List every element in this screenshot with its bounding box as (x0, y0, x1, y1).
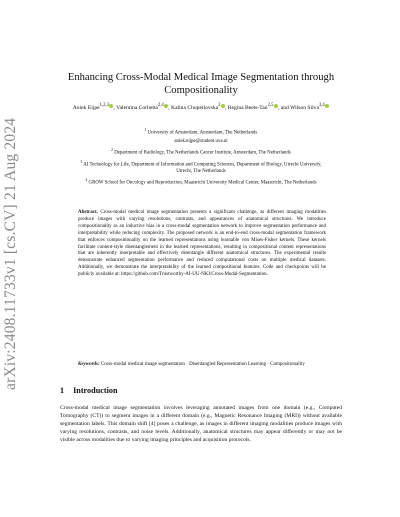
author-affiliation-marker: 2,4 (157, 103, 164, 108)
author-affiliation-marker: 3,4 (318, 103, 325, 108)
section-number: 1 (60, 386, 65, 395)
affiliation (80, 147, 322, 157)
affiliation-number: 2 (111, 147, 113, 152)
abstract-label: Abstract. (78, 210, 98, 215)
affiliation-text: University of Amsterdam, Amsterdam, The Netherlands (147, 130, 258, 136)
author-name: Valentina Corbetta (116, 104, 158, 111)
introduction-paragraph: Cross-modal medical image segmentation involves leveraging annotated images from one domain (e.g., Computed Tomography (CT)) to segment images in a different domain (e.g., Magnetic Resonance Imaging (MRI)) without available segmentation labels. This domain shift [4] poses a challenge, as images in different imaging modalities produce images with varying resolutions, contrasts, and noise levels. Additionally, anatomical structures may appear differently or may not be visible across modalities due to varying imaging principles and acquisition protocols. (60, 405, 342, 444)
affiliation-number: 3 (80, 159, 83, 164)
abstract-text: Cross-modal medical image segmentation presents a significant challenge, as different imaging modalities produce images with varying resolutions, contrasts, and appearances of anatomical structures. We introduce compositionality as an inductive bias in a cross-modal segmentation network to improve segmentation performance and interpretability while reducing complexity. The proposed network is an end-to-end cross-modal segmentation framework that enforces compositionality on the learned representations using learnable von Mises-Fisher kernels. These kernels facilitate content-style disentanglement in the learned representations, resulting in compositional content representations that are inherently interpretable and effectively disentangle different anatomical structures. The experimental results demonstrate enhanced segmentation performance and reduced computational costs on multiple medical datasets. Additionally, we demonstrate the interpretability of the learned compositional features. Code and checkpoints will be publicly available at: https://github.com/Trustworthy-AI-UU-NKI/Cross-Modal-Segmentation. (78, 210, 327, 278)
section-title: Introduction (73, 386, 118, 395)
affiliation-number: 1 (144, 128, 147, 132)
author-affiliation-marker: 2 (218, 103, 221, 108)
affiliation-text: GROW School for Oncology and Reproduction, Maastricht University Medical Center, Maastricht, The Netherlands (88, 180, 317, 186)
arxiv-identifier[interactable]: arXiv:2408.11733v1 [cs.CV] 21 Aug 2024 (2, 117, 19, 390)
abstract (78, 210, 326, 279)
email-text[interactable]: aniek.eijpe@student.uva.nl (174, 138, 228, 144)
author-affiliation-marker: 2,5 (267, 103, 274, 108)
affiliation-email[interactable] (80, 139, 322, 146)
keywords (78, 362, 326, 369)
orcid-icon[interactable] (274, 104, 278, 108)
paper-title: Enhancing Cross-Modal Medical Image Segmentation through Compositionality (67, 72, 335, 96)
orcid-icon[interactable] (221, 104, 225, 108)
section-heading-introduction (60, 386, 118, 395)
affiliation (80, 159, 322, 176)
author-affiliation-marker: 1,2,3 (99, 103, 109, 108)
affiliation-list (80, 127, 322, 188)
affiliation-text: AI Technology for Life, Department of Information and Computing Sciences, Department of Biology, Utrecht University, Utrecht, The Netherlands (83, 162, 322, 174)
orcid-icon[interactable] (325, 104, 329, 108)
affiliation (80, 177, 322, 187)
orcid-icon[interactable] (109, 104, 113, 108)
author-name: Aniek Eijpe (72, 104, 100, 111)
author-name: Regina Beets-Tan (227, 104, 268, 111)
affiliation (80, 127, 322, 137)
affiliation-number: 4 (85, 177, 88, 182)
orcid-icon[interactable] (164, 104, 168, 108)
author-name: Kalina Chupetlovska (171, 104, 219, 111)
author-name: Wilson Silva (290, 104, 319, 111)
keywords-text: Cross-modal medical image segmentation · Disentangled Representation Learning · Compositionality (100, 362, 305, 367)
affiliation-text: Department of Radiology, The Netherlands Cancer Institute, Amsterdam, The Netherlands (114, 150, 291, 156)
keywords-label: Keywords: (78, 362, 100, 367)
author-list: Aniek Eijpe$^{1,2,3}$ , Valentina Corbetta$^{2,4}$ , Kalina Chupetlovska$^2$ , Regina Beets-Tan$^{2,5}$ , and Wilson Silva$^{3,4}$ (60, 102, 342, 112)
